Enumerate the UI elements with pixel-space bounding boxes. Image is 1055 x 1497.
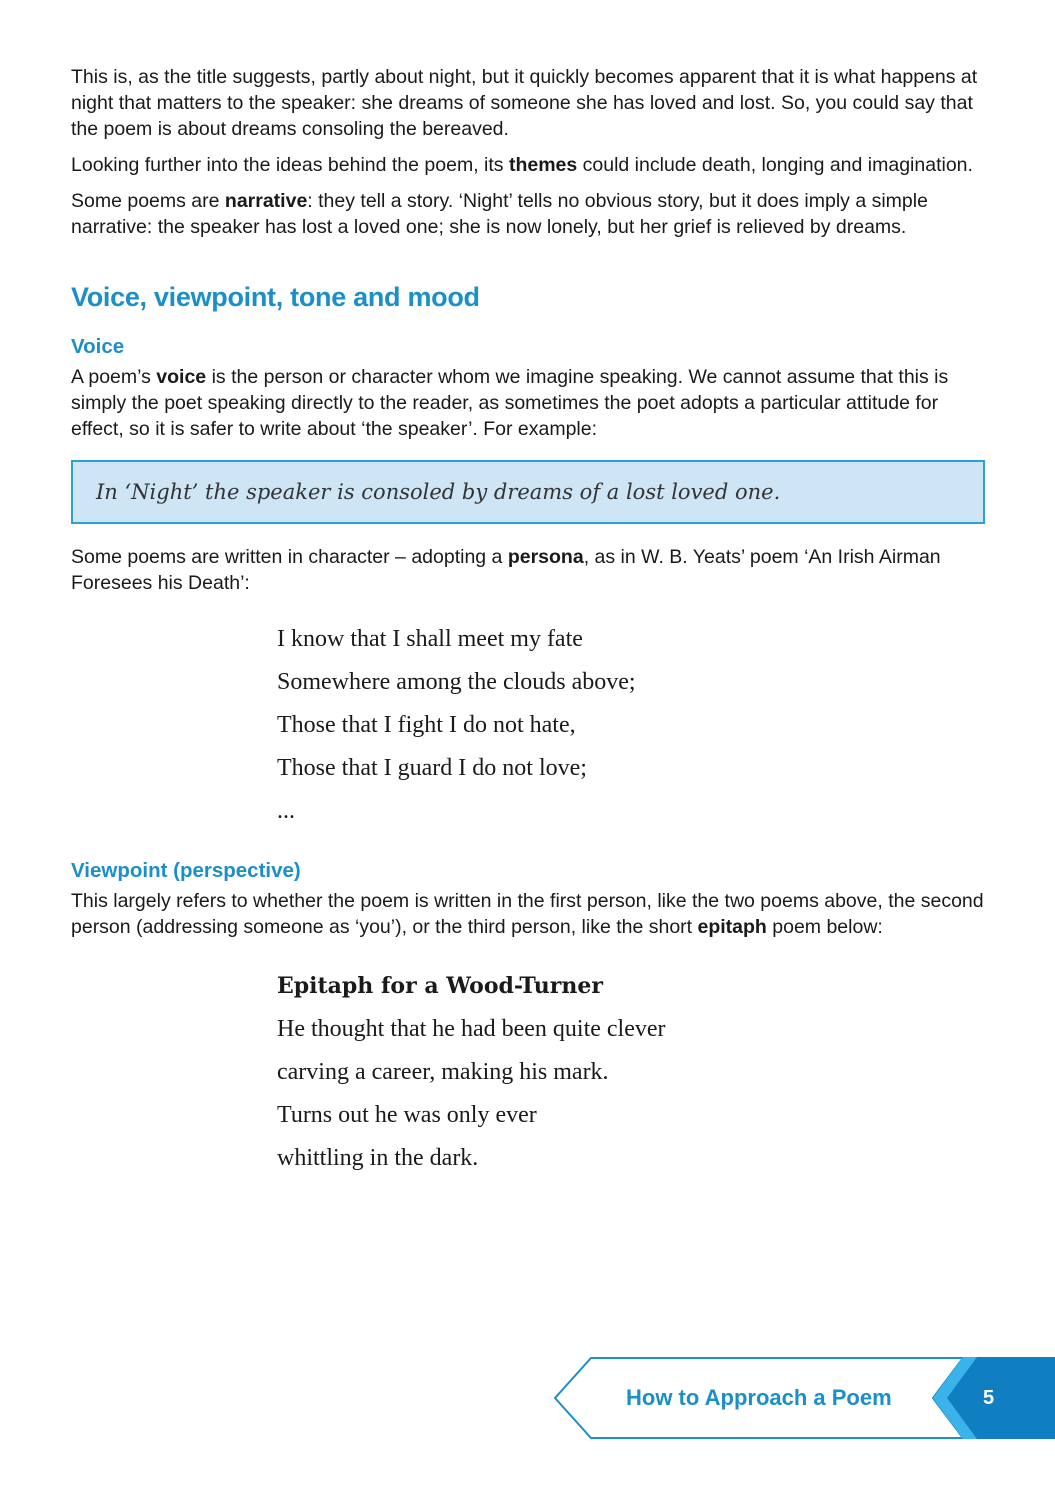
poem-line: carving a career, making his mark. bbox=[277, 1059, 609, 1085]
voice-paragraph-1 bbox=[71, 364, 985, 442]
text: Some poems are written in character – adopting a bbox=[71, 546, 508, 568]
text: Some poems are bbox=[71, 190, 225, 212]
footer-title: How to Approach a Poem bbox=[626, 1385, 892, 1410]
term-themes: themes bbox=[508, 154, 578, 176]
text: , as in W. B. Yeats’ poem ‘An Irish Airman Foresees his Death’: bbox=[71, 546, 941, 594]
poem-line: Somewhere among the clouds above; bbox=[277, 669, 636, 695]
poem-line: I know that I shall meet my fate bbox=[277, 626, 583, 652]
example-text: In ‘Night’ the speaker is consoled by dreams of a lost loved one. bbox=[96, 480, 781, 504]
intro-paragraph-2 bbox=[71, 152, 985, 178]
page-content bbox=[71, 64, 985, 1185]
term-voice: voice bbox=[156, 366, 207, 388]
text: : they tell a story. ‘Night’ tells no obvious story, but it does imply a simple narrative: the speaker has lost a loved one; she is now lonely, but her grief is relieved by dreams. bbox=[71, 190, 928, 238]
text: This largely refers to whether the poem is written in the first person, like the two poems above, the second person (addressing someone as ‘you’), or the third person, like the short bbox=[71, 890, 984, 938]
text: is the person or character whom we imagine speaking. We cannot assume that this is simply the poet speaking directly to the reader, as sometimes the poet adopts a particular attitude for effect, so it is safer to write about ‘the speaker’. For example: bbox=[71, 366, 949, 440]
text: could include death, longing and imagination. bbox=[577, 154, 973, 176]
poem-line: He thought that he had been quite clever bbox=[277, 1016, 666, 1042]
poem-ellipsis: ... bbox=[277, 798, 295, 824]
poem-line: Those that I guard I do not love; bbox=[277, 755, 587, 781]
poem-excerpt-yeats bbox=[277, 623, 985, 838]
poem-title: Epitaph for a Wood-Turner bbox=[277, 973, 603, 999]
term-narrative: narrative bbox=[224, 190, 308, 212]
poem-line: Those that I fight I do not hate, bbox=[277, 712, 576, 738]
poem-epitaph bbox=[277, 970, 985, 1185]
text: A poem’s bbox=[71, 366, 157, 388]
intro-paragraph-3 bbox=[71, 188, 985, 240]
page-number: 5 bbox=[983, 1387, 995, 1409]
intro-paragraph-1: This is, as the title suggests, partly about night, but it quickly becomes apparent that it is what happens at night that matters to the speaker: she dreams of someone she has loved and lost. So, you could say that the poem is about dreams consoling the bereaved. bbox=[71, 66, 978, 140]
example-box bbox=[71, 460, 985, 524]
voice-paragraph-2 bbox=[71, 544, 985, 596]
text: poem below: bbox=[766, 916, 883, 938]
footer-tab bbox=[553, 1357, 1055, 1439]
section-heading: Voice, viewpoint, tone and mood bbox=[71, 282, 480, 312]
viewpoint-paragraph bbox=[71, 888, 985, 940]
term-epitaph: epitaph bbox=[697, 916, 767, 938]
voice-heading: Voice bbox=[71, 335, 125, 358]
term-persona: persona bbox=[507, 546, 584, 568]
text: Looking further into the ideas behind the poem, its bbox=[71, 154, 509, 176]
viewpoint-heading: Viewpoint (perspective) bbox=[71, 859, 301, 882]
poem-line: Turns out he was only ever bbox=[277, 1102, 537, 1128]
poem-line: whittling in the dark. bbox=[277, 1145, 479, 1171]
